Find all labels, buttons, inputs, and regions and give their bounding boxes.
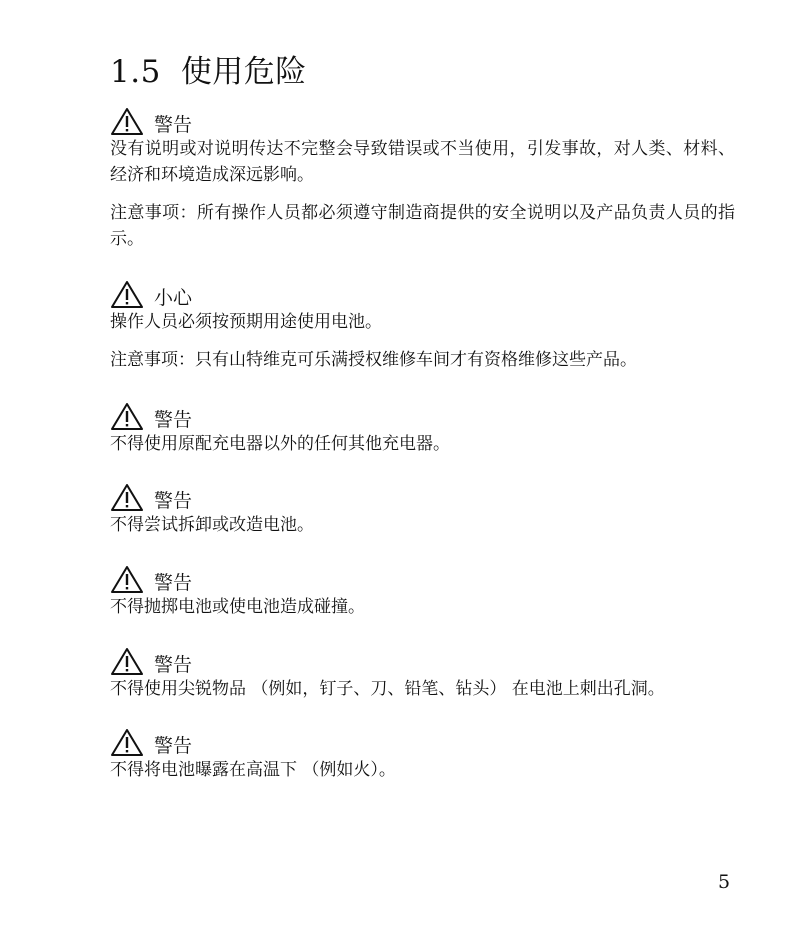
notice-text: 不得将电池曝露在高温下 （例如火）。: [110, 760, 396, 780]
warning-triangle-icon: [110, 647, 144, 676]
notice-header: [110, 397, 735, 431]
notice-label: 小心: [154, 287, 193, 309]
section-heading: [110, 46, 307, 91]
notice-warning-6: [110, 723, 735, 783]
notice-label: 警告: [154, 654, 193, 676]
notice-text: 操作人员必须按预期用途使用电池。: [110, 312, 382, 332]
section-number: 1.5: [110, 54, 161, 90]
warning-triangle-icon: [110, 728, 144, 757]
notice-note: 注意事项：所有操作人员都必须遵守制造商提供的安全说明以及产品负责人员的指示。: [110, 203, 735, 249]
notice-label: 警告: [154, 114, 193, 136]
notice-header: [110, 275, 735, 309]
notice-header: [110, 723, 735, 757]
notice-note: 注意事项：只有山特维克可乐满授权维修车间才有资格维修这些产品。: [110, 350, 637, 370]
notice-label: 警告: [154, 490, 193, 512]
notice-warning-1: [110, 102, 735, 252]
notice-header: [110, 478, 735, 512]
notice-text: 不得使用原配充电器以外的任何其他充电器。: [110, 434, 450, 454]
notice-text: 没有说明或对说明传达不完整会导致错误或不当使用，引发事故，对人类、材料、经济和环境造成深远影响。: [110, 139, 735, 185]
notice-warning-3: [110, 478, 735, 538]
notice-label: 警告: [154, 572, 193, 594]
notice-text: 不得使用尖锐物品 （例如，钉子、刀、铅笔、钻头） 在电池上刺出孔洞。: [110, 679, 665, 699]
notice-text: 不得抛掷电池或使电池造成碰撞。: [110, 597, 365, 617]
notice-warning-2: [110, 397, 735, 457]
notice-label: 警告: [154, 735, 193, 757]
notice-text: 不得尝试拆卸或改造电池。: [110, 515, 314, 535]
page-number: 5: [718, 871, 731, 893]
warning-triangle-icon: [110, 107, 144, 136]
notice-caution: [110, 275, 735, 373]
warning-triangle-icon: [110, 483, 144, 512]
notice-warning-5: [110, 642, 735, 702]
notice-label: 警告: [154, 409, 193, 431]
notice-header: [110, 642, 735, 676]
warning-triangle-icon: [110, 402, 144, 431]
section-title: 使用危险: [180, 54, 307, 90]
notice-warning-4: [110, 560, 735, 620]
notice-header: [110, 560, 735, 594]
warning-triangle-icon: [110, 280, 144, 309]
notice-header: [110, 102, 735, 136]
warning-triangle-icon: [110, 565, 144, 594]
